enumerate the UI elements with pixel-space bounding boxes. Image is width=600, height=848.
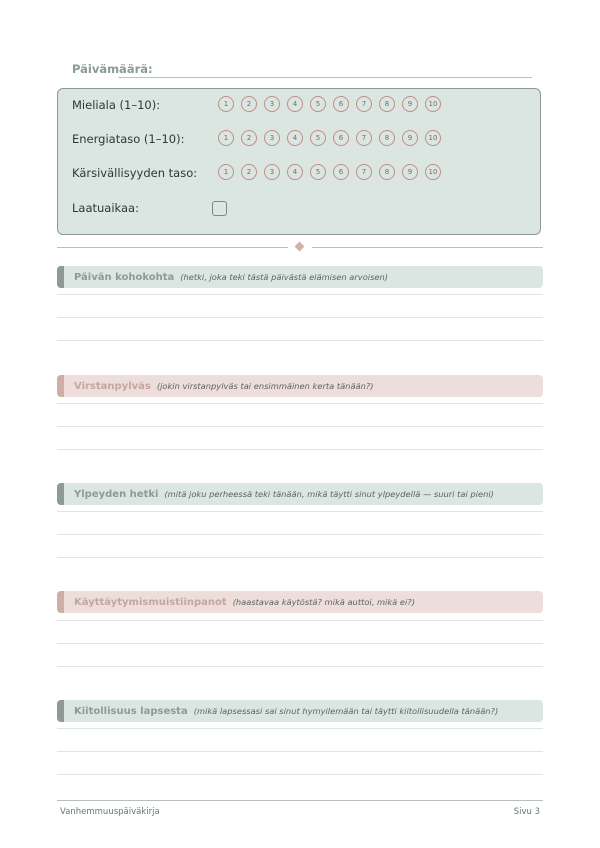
rating-option-4[interactable]: 4 bbox=[287, 164, 303, 180]
section-milestone-header bbox=[57, 375, 543, 397]
rating-option-3[interactable]: 3 bbox=[264, 130, 280, 146]
rating-option-2[interactable]: 2 bbox=[241, 96, 257, 112]
rating-option-2[interactable]: 2 bbox=[241, 130, 257, 146]
section-accent bbox=[57, 591, 64, 613]
writing-line[interactable] bbox=[57, 426, 543, 427]
divider-right bbox=[312, 247, 543, 248]
rating-option-7[interactable]: 7 bbox=[356, 164, 372, 180]
rating-option-5[interactable]: 5 bbox=[310, 130, 326, 146]
section-title: Ylpeyden hetki bbox=[74, 489, 159, 500]
section-title-wrap bbox=[74, 375, 374, 398]
daily-rating-panel bbox=[57, 88, 541, 235]
rating-option-9[interactable]: 9 bbox=[402, 96, 418, 112]
section-title-wrap bbox=[74, 266, 388, 289]
rating-option-7[interactable]: 7 bbox=[356, 96, 372, 112]
writing-line[interactable] bbox=[57, 340, 543, 341]
section-accent bbox=[57, 375, 64, 397]
writing-line[interactable] bbox=[57, 534, 543, 535]
mood-label: Mieliala (1–10): bbox=[72, 98, 161, 112]
rating-option-6[interactable]: 6 bbox=[333, 164, 349, 180]
writing-line[interactable] bbox=[57, 294, 543, 295]
section-hint: (haastavaa käytöstä? mikä auttoi, mikä ei?) bbox=[232, 597, 415, 607]
section-title: Käyttäytymismuistiinpanot bbox=[74, 597, 227, 608]
section-hint: (jokin virstanpylväs tai ensimmäinen kerta tänään?) bbox=[156, 381, 374, 391]
writing-line[interactable] bbox=[57, 557, 543, 558]
rating-option-2[interactable]: 2 bbox=[241, 164, 257, 180]
divider-left bbox=[57, 247, 288, 248]
section-title-wrap bbox=[74, 700, 498, 723]
section-behavior-notes-header bbox=[57, 591, 543, 613]
writing-line[interactable] bbox=[57, 666, 543, 667]
section-proud-moment-header bbox=[57, 483, 543, 505]
section-hint: (mitä joku perheessä teki tänään, mikä täytti sinut ylpeydellä — suuri tai pieni) bbox=[164, 489, 494, 499]
rating-option-8[interactable]: 8 bbox=[379, 130, 395, 146]
rating-option-4[interactable]: 4 bbox=[287, 96, 303, 112]
section-title: Päivän kohokohta bbox=[74, 272, 175, 283]
rating-option-1[interactable]: 1 bbox=[218, 130, 234, 146]
section-accent bbox=[57, 266, 64, 288]
section-title-wrap bbox=[74, 591, 415, 614]
patience-label: Kärsivällisyyden taso: bbox=[72, 166, 198, 180]
rating-option-10[interactable]: 10 bbox=[425, 130, 441, 146]
rating-option-5[interactable]: 5 bbox=[310, 96, 326, 112]
energy-label: Energiataso (1–10): bbox=[72, 132, 185, 146]
footer-journal-title: Vanhemmuuspäiväkirja bbox=[60, 807, 160, 817]
rating-option-9[interactable]: 9 bbox=[402, 164, 418, 180]
rating-option-10[interactable]: 10 bbox=[425, 96, 441, 112]
rating-option-10[interactable]: 10 bbox=[425, 164, 441, 180]
rating-option-9[interactable]: 9 bbox=[402, 130, 418, 146]
rating-option-6[interactable]: 6 bbox=[333, 130, 349, 146]
date-input-line[interactable] bbox=[118, 77, 532, 78]
diamond-ornament-icon bbox=[295, 242, 305, 252]
section-hint: (hetki, joka teki tästä päivästä elämisen arvoisen) bbox=[180, 272, 388, 282]
section-gratitude-header bbox=[57, 700, 543, 722]
section-highlight-header bbox=[57, 266, 543, 288]
writing-line[interactable] bbox=[57, 620, 543, 621]
rating-option-8[interactable]: 8 bbox=[379, 164, 395, 180]
rating-option-8[interactable]: 8 bbox=[379, 96, 395, 112]
writing-line[interactable] bbox=[57, 643, 543, 644]
rating-option-1[interactable]: 1 bbox=[218, 96, 234, 112]
writing-line[interactable] bbox=[57, 511, 543, 512]
rating-option-7[interactable]: 7 bbox=[356, 130, 372, 146]
rating-option-6[interactable]: 6 bbox=[333, 96, 349, 112]
section-title: Virstanpylväs bbox=[74, 381, 151, 392]
rating-option-5[interactable]: 5 bbox=[310, 164, 326, 180]
rating-option-3[interactable]: 3 bbox=[264, 96, 280, 112]
date-label: Päivämäärä: bbox=[72, 62, 153, 76]
writing-line[interactable] bbox=[57, 751, 543, 752]
section-accent bbox=[57, 483, 64, 505]
section-title-wrap bbox=[74, 483, 494, 506]
footer-page-number: Sivu 3 bbox=[513, 807, 540, 817]
me-time-checkbox[interactable] bbox=[212, 201, 227, 216]
me-time-label: Laatuaikaa: bbox=[72, 201, 139, 215]
rating-option-4[interactable]: 4 bbox=[287, 130, 303, 146]
date-row bbox=[72, 62, 532, 78]
section-title: Kiitollisuus lapsesta bbox=[74, 706, 188, 717]
section-accent bbox=[57, 700, 64, 722]
writing-line[interactable] bbox=[57, 317, 543, 318]
writing-line[interactable] bbox=[57, 403, 543, 404]
writing-line[interactable] bbox=[57, 449, 543, 450]
writing-line[interactable] bbox=[57, 774, 543, 775]
rating-option-1[interactable]: 1 bbox=[218, 164, 234, 180]
writing-line[interactable] bbox=[57, 728, 543, 729]
rating-option-3[interactable]: 3 bbox=[264, 164, 280, 180]
footer-divider bbox=[57, 800, 543, 801]
section-hint: (mikä lapsessasi sai sinut hymyilemään tai täytti kiitollisuudella tänään?) bbox=[193, 706, 499, 716]
